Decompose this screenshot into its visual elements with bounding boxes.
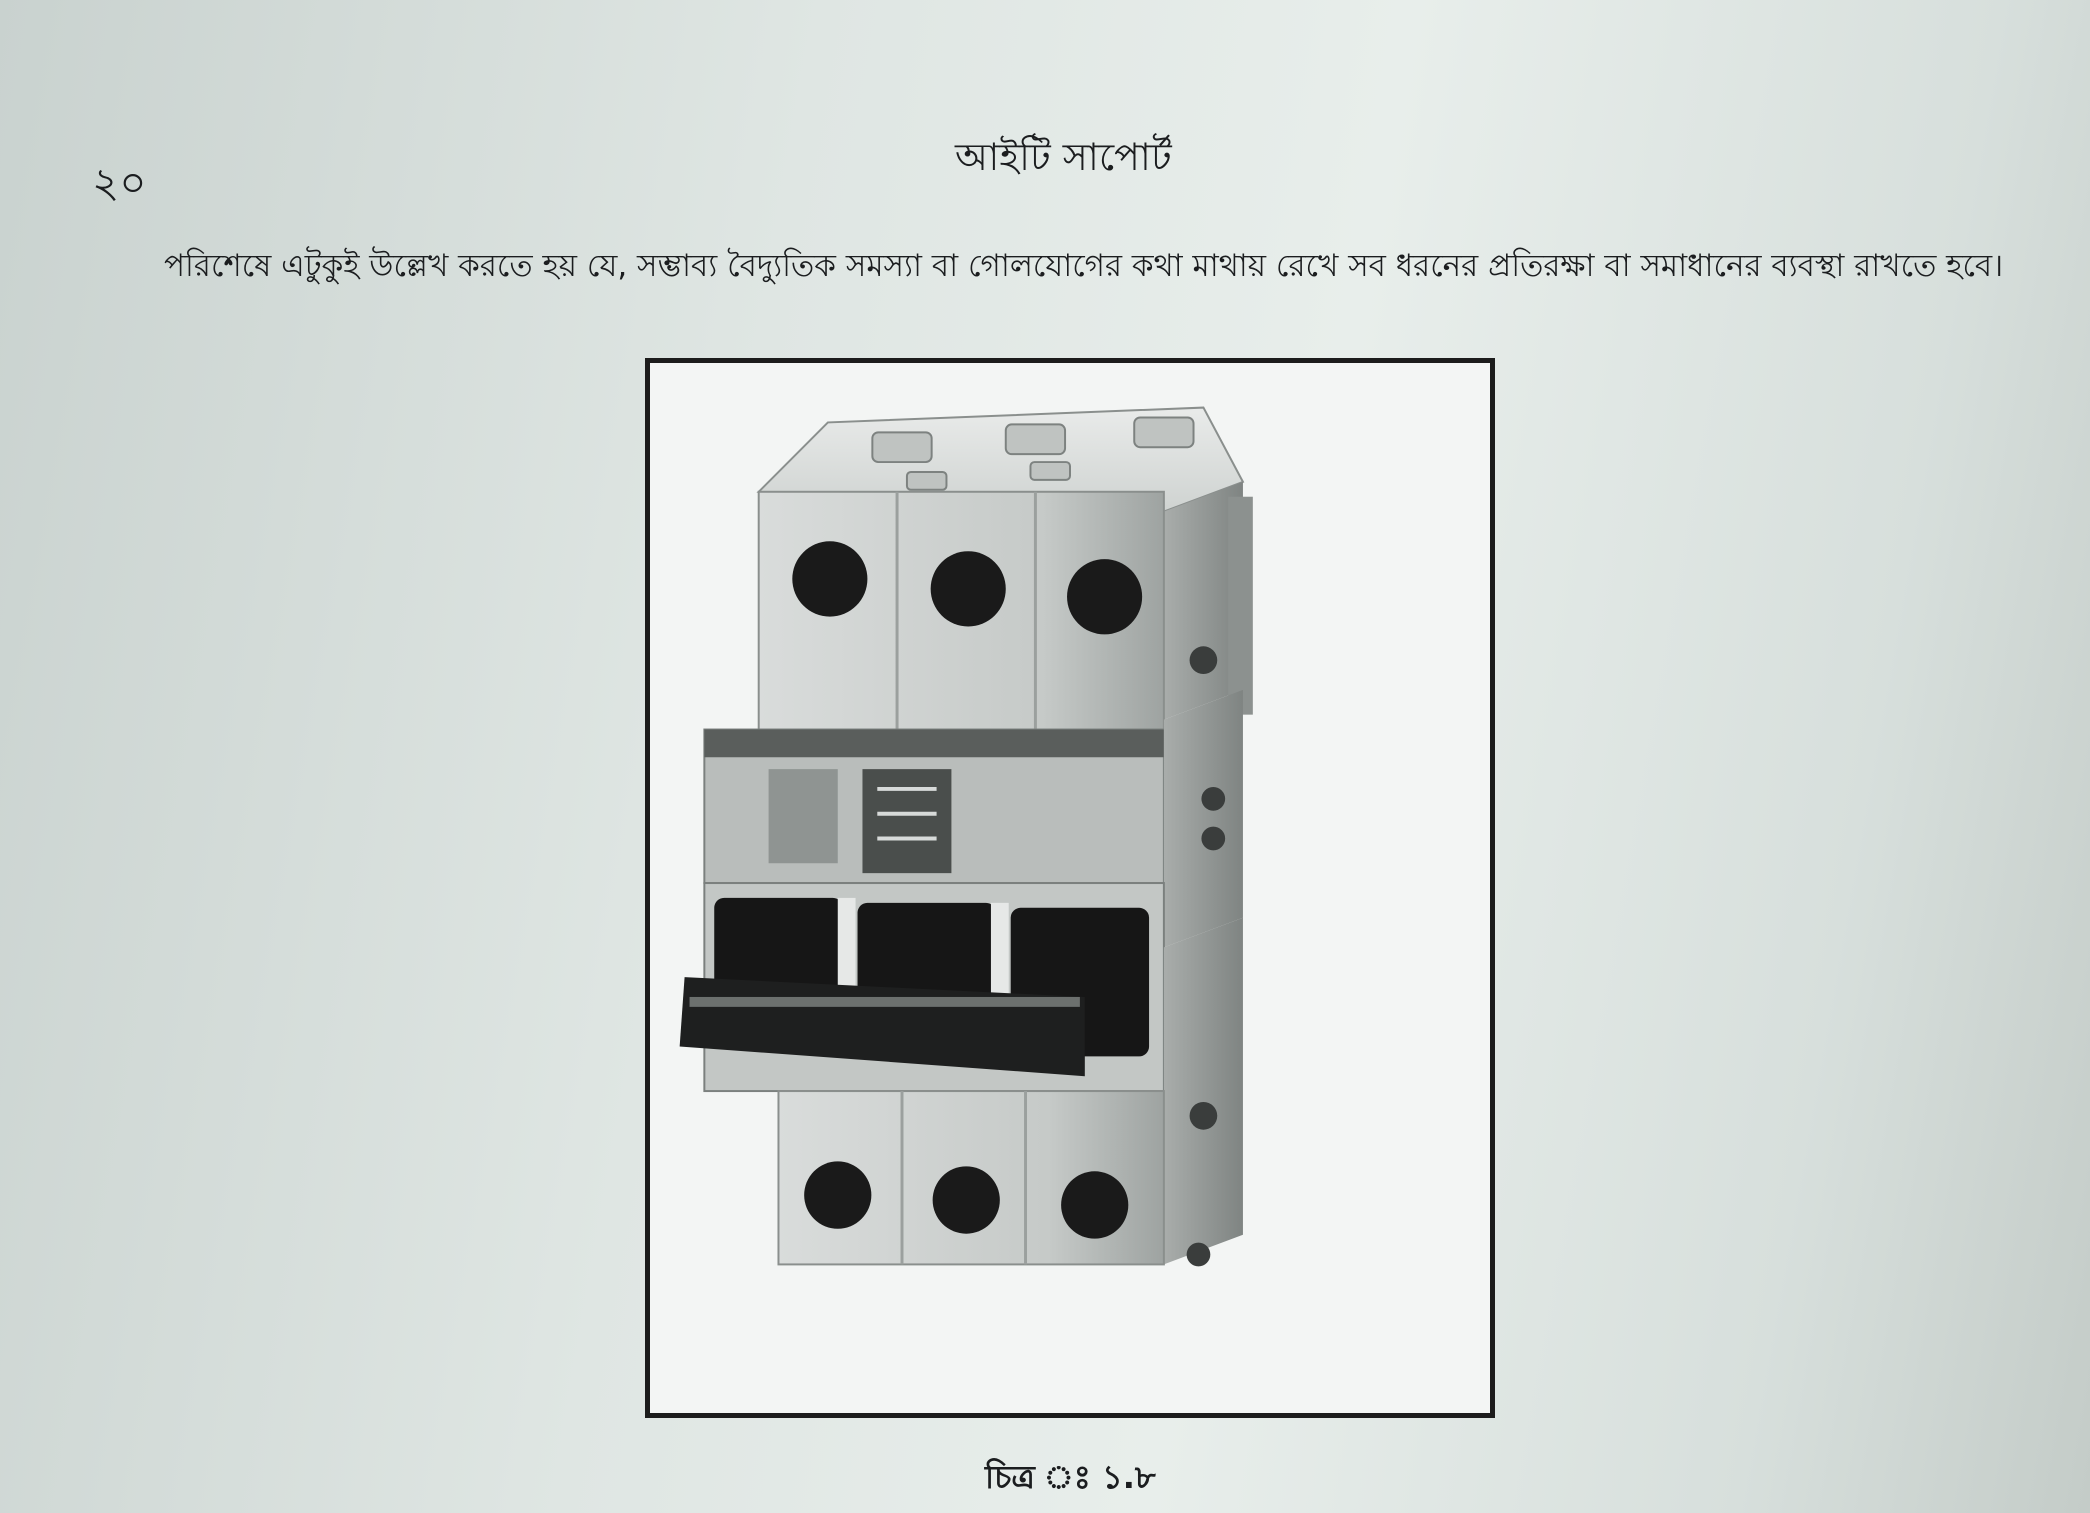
figure-caption: চিত্র ঃ ১.৮ [985,1458,1156,1496]
circuit-breaker-illustration [650,363,1490,1413]
running-head: আইটি সাপোর্ট [955,135,1172,179]
breaker-side-middle [1164,690,1243,948]
label-band-dark-strip [704,730,1164,758]
page-number: ২০ [92,158,147,207]
body-paragraph: পরিশেষে এটুকুই উল্লেখ করতে হয় যে, সম্ভাব্য বৈদ্যুতিক সমস্যা বা গোলযোগের কথা মাথায় রেখে সব ধরনের প্রতিরক্ষা বা সমাধানের ব্যবস্থা রাখতে হবে। [164,248,2004,284]
figure-frame [645,358,1495,1418]
side-rivet-upper [1190,646,1218,674]
rating-label-center [862,769,951,873]
side-rail-upper [1228,497,1253,715]
breaker-side-lower [1164,918,1243,1265]
rating-label-left [769,769,838,863]
